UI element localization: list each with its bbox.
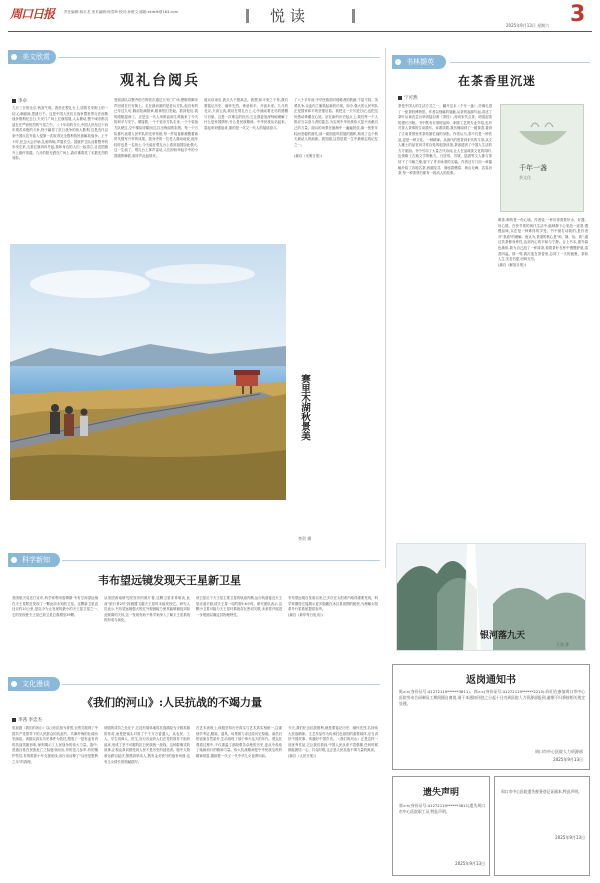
- notice-lost-body-2: 周口市中心医院遗失税务登记证副本,特此声明。: [501, 789, 582, 794]
- notice-lost-box-1: [392, 776, 490, 876]
- body-text-wenhua-col3: 在艺术表现上,该剧坚持历史真实与艺术真实相统一,注重细节考证,服装、道具、场景都力求还原历史原貌。演员们的表演自然质朴,生动再现了那个烽火连天的年代。观众在观看过程中,不仅重温了那段艰苦卓绝的历史,更从中汲取了砥砺前行的精神力量。伟大抗战精神是中华民族宝贵的精神财富,激励着一代又一代中华儿女奋勇向前。: [196, 726, 282, 758]
- masthead-logo: 周口日报: [10, 7, 55, 21]
- masthead-rule: [8, 31, 592, 32]
- masthead: [0, 0, 600, 38]
- body-text-guanlitai-col4: 了八十多年前,中华民族面对侵略者的铁蹄,不屈不挠、英勇抗争,以血肉之躯筑起新的长城。如今,强大的人民军队正是国家和平的坚强后盾。我把这一天写进日记,也把这份感动珍藏在心底。站在新的历史起点上,我们每一个人都应当以奋斗者的姿态,为实现中华民族伟大复兴贡献自己的力量。阅兵的场景在脑海中一遍遍回放,那一张张年轻而坚毅的面孔,那一面面迎风招展的旗帜,构成了这个秋天最动人的画面。我知道,这将是我一生中最难忘的记忆之一。 (摘自《光明日报》): [294, 98, 378, 158]
- lake-scene-illustration: [10, 244, 286, 500]
- body-text-chaxiang-col2: 喝茶,喝的是一份心境。作者说,一杯好茶需要好水、好器、好心情。在快节奏的现代生活中,能够静下心来泡一壶茶,慢慢品味,实在是一种难得的享受。书中最打动我的,是作者对"茶道"的理解。他认为,茶道的核心是"和、静、怡、真",通过饮茶修身养性,达到内心的平和与宁静。合上书本,窗外暮色渐浓,我为自己泡了一杯绿茶,看着茶叶在杯中慢慢舒展,清香四溢。那一刻,我沉迷在茶香里,忘却了一天的疲惫。茶如人生,先苦后甜,回味无穷。 (摘自《解放日报》): [498, 218, 588, 267]
- lake-photo: [10, 244, 286, 500]
- section-tag-kexue: 科学新知: [8, 553, 60, 567]
- masthead-staff: 责任编辑:薛永龙 美术编辑:杨雪琦 校对:孙维文 邮箱:zkrbfk@163.com: [64, 10, 179, 14]
- body-text-wenhua-col1: 电视剧《我们的河山》以山东抗战为背景,全景式展现了中国共产党领导下的人民群众同仇敌忾、共御外侮的壮阔历史画卷。该剧以真实历史事件为依托,塑造了一批有血有肉的抗战英雄形象,深刻揭示了人民战争的伟大力量。剧中,普通百姓在民族危亡之际挺身而出,有的送儿参军,有的掩护伤员,有的推着小车支援前线,用行动诠释了"兵民是胜利之本"的真理。: [12, 726, 98, 764]
- masthead-date: 2025年9月13日 星期六: [506, 23, 550, 28]
- notice-lost-body-1: 郭××(身份证号:41272119******3811)遗失周口市中心医院职工证,特此声明。: [399, 803, 485, 814]
- byline-guanlitai: 李卓: [12, 98, 27, 104]
- credit-chaxiang: (摘自《解放日报》): [498, 262, 527, 267]
- section-rule-shulin: [450, 62, 590, 63]
- painting-credit: 王昊 作: [556, 642, 570, 647]
- column-divider: [385, 48, 386, 568]
- masthead-bar-left: [246, 9, 249, 23]
- section-tag-shulin: 书林撷英: [392, 55, 446, 69]
- body-text-kexue-col4: 韦布望远镜自发射以来,已多次在太阳系内取得重要发现。科学家期待它能揭示更多隐藏在冰巨星周围的秘密,为理解太阳系外行星系统提供参考。 (摘自《新华每日电讯》): [288, 596, 378, 617]
- notice-lost-box-2: [494, 776, 590, 876]
- section-rule-kexue: [62, 560, 380, 561]
- body-text-guanlitai-col2: 受阅部队以整齐的方阵依次通过天安门广场,铿锵的脚步声回荡在长安街上。走在最前面的是老兵方队,他们有的已年过九旬,胸前挂满勋章,眼神依旧坚毅。看到他们,我的眼眶湿润了。正是这一代人用鲜血和生命换来了今天的和平与安宁。紧接着,一个个徒步方队走来,一个个装备方队驶过,空中梯队呼啸而过,拉出绚丽的彩烟。每一个方队都代表着人民军队的光荣传统,每一件装备都凝聚着新时代强军兴军的成果。我身旁的一位老人激动地说,他年轻时也是一名战士,今天能在观礼台上看到祖国如此强大,这一生值了。观礼台上掌声雷动,人们纷纷举起手中的小国旗挥舞着,欢呼声此起彼伏。: [114, 98, 198, 158]
- book-cover-subtitle: 茶文化: [519, 175, 531, 180]
- notice-return-box: [392, 664, 590, 770]
- body-text-kexue-col3: 该卫星位于天王星主要卫星的轨道内侧,运行轨道接近天王星赤道平面,绕天王星一周约需9.6小时。研究团队表示,这颗小卫星可能与天王星环系统存在密切关联,未来将开展进一步观测以确定其物理特性。: [196, 596, 282, 617]
- teacup-icon: [511, 115, 575, 155]
- body-text-wenhua-col2: 该剧的成功之处在于,它没有简单地将抗战描绘为少数英雄的传奇,而是把镜头对准了千千万万普通人。从农民、工人、学生到商人、医生,各行各业的人们在党的领导下组织起来,形成了坚不可摧的抗日民族统一战线。这种群像式的叙事,让观众真切感受到人民才是历史的创造者。剧中人物命运跌宕起伏,情感真挚动人,既有金戈铁马的战争场面,也有儿女情长的细腻描写。: [104, 726, 190, 764]
- notice-return-signer: 周口市中心医院人力资源部: [535, 749, 583, 754]
- body-text-wenhua-col4: 今天,我们纪念抗战胜利,就是要铭记历史、缅怀先烈,弘扬伟大抗战精神。文艺作品作为传承红色基因的重要载体,应当讲好中国故事、传播好中国声音。《我们的河山》正是这样一部优秀作品,它让我们看到,中国人民从来不畏强暴,任何时候都能团结一心、共克时艰,这正是人民抗战不竭力量的源泉。 (摘自《人民日报》): [288, 726, 378, 758]
- article-title-tianwangxing: 韦布望远镜发现天王星新卫星: [98, 574, 241, 587]
- book-cover: [500, 104, 584, 212]
- byline-chaxiang: 宁可然: [398, 95, 418, 101]
- masthead-bar-right: [352, 9, 355, 23]
- section-tag-meiwen: 美文欣赏: [8, 50, 56, 64]
- painting-title: 银河落九天: [480, 631, 526, 641]
- photo-caption-credit: 李贺 摄: [298, 536, 312, 541]
- article-title-guanlitai: 观礼台阅兵: [120, 73, 200, 89]
- notice-return-body: 陈××(身份证号:41272119******3811)、郭××(身份证号:41272119******2210):你们在参加周口市中心医院劳动合同制员工期间擅自离岗,请于本通知刊登之日起十日内到医院人力资源部报到,逾期不归将按相关规定处理。: [399, 689, 585, 706]
- body-text-guanlitai-col1: 九月三日的北京,秋高气爽。我坐在观礼台上,望着长安街上的一切,心潮澎湃,思绪万千。这是中国人民抗日战争暨世界反法西斯战争胜利纪念日,天安门广场上红旗招展,人头攒动,整个城市都沉浸在庄严而热烈的气氛之中。八十年前的今天,中国人民经过十四年艰苦卓绝的斗争,终于赢得了抗日战争的伟大胜利,这是近代以来中国反抗外敌入侵第一次取得完全胜利的民族解放战争。上午十时,纪念大会开始,礼炮鸣响,声震长空。国旗护卫队迈着整齐的步伐走来,五星红旗冉冉升起,我和身边的人们一起肃立,目送国旗升上旗杆顶端。九月的阳光洒在广场上,我仿佛看见了无数先烈的身影。: [12, 106, 108, 161]
- book-cover-title: 千年一盏: [519, 164, 547, 172]
- section-tag-wenhua: 文化漫谈: [8, 677, 60, 691]
- notice-lost-date-1: 2025年9月13日: [455, 861, 485, 866]
- masthead-section-title: 悦读: [270, 7, 311, 25]
- section-rule-meiwen: [58, 57, 380, 58]
- article-title-heshan: 《我们的河山》:人民抗战的不竭力量: [82, 696, 263, 709]
- notice-lost-date-2: 2025年9月13日: [555, 835, 585, 840]
- notice-return-title: 返岗通知书: [466, 675, 516, 686]
- byline-heshan: 李茜 李忠杰: [12, 717, 42, 723]
- notice-return-date: 2025年9月13日: [553, 757, 583, 762]
- body-text-kexue-col1: 美国航天局近日宣布,科学家利用詹姆斯·韦布空间望远镜在天王星附近发现了一颗此前未知的卫星。这颗新卫星直径仅约10公里,是迄今为止发现的最小的天王星卫星之一,它的发现使天王星已知卫星总数增至29颗。: [12, 596, 98, 617]
- masthead-page-number: 3: [570, 2, 586, 27]
- article-title-chaxiang: 在茶香里沉迷: [458, 74, 537, 88]
- notice-lost-title: 遗失声明: [422, 788, 459, 798]
- photo-caption-title: 赛里木湖秋景美: [299, 374, 310, 441]
- section-rule-wenhua: [62, 684, 380, 685]
- credit-kexue: (摘自《新华每日电讯》): [288, 612, 323, 617]
- body-text-kexue-col2: 从美国西南研究院发布的照片看,这颗卫星非常暗淡,此前"旅行者2号"探测器飞越天王星时未能发现它。研究人员表示,韦布望远镜强大的红外观测能力使其能够捕捉到如此微弱的天体,这一发现有助于科学家深入了解天王星系统的形成与演化。: [104, 596, 190, 623]
- body-text-chaxiang-col1: 茶是中国人的生活方式之一。翻开这本《千年一盏》,仿佛走进了一座茶的博物馆。作者以细腻的笔触,从茶的起源写起,讲述了茶叶从神农尝百草到陆羽著《茶经》,再到宋代点茶、明清泡茶的漫长历程。书中既有对茶树品种、制茶工艺的专业介绍,也有对茶人茶事的生动描写。读着读着,我仿佛闻到了一缕茶香,看到了江南茶园里采茶姑娘忙碌的身影。作者认为,茶不仅是一种饮品,更是一种文化、一种精神。从唐代的煎茶到宋代的斗茶,从文人雅士的品茗到寻常百姓的粗茶淡饭,茶渗透到了中国人生活的方方面面。书中引用了大量古代诗词,让人在品味茶文化的同时,也领略了古典文学的魅力。白居易、苏轼、陆游等文人都与茶结下了不解之缘,留下了许多咏茶的名篇。作者还专门用一章篇幅介绍了各地名茶,西湖龙井、洞庭碧螺春、黄山毛峰、武夷岩茶,每一种茶背后都有一段动人的故事。: [398, 104, 492, 176]
- body-text-guanlitai-col3: 阅兵结束后,我久久不愿离去。我想,和平来之不易,我们要铭记历史、缅怀先烈、珍爱和平、开创未来。九月的北京,天高云淡,我站在观礼台上,心中涌动着无尽的感慨与自豪。这是一次难忘的经历,它让我更加深刻地理解了什么是家国情怀,什么是民族精神。中华民族从站起来、富起来到强起来,靠的是一代又一代人的接续奋斗。: [204, 98, 288, 130]
